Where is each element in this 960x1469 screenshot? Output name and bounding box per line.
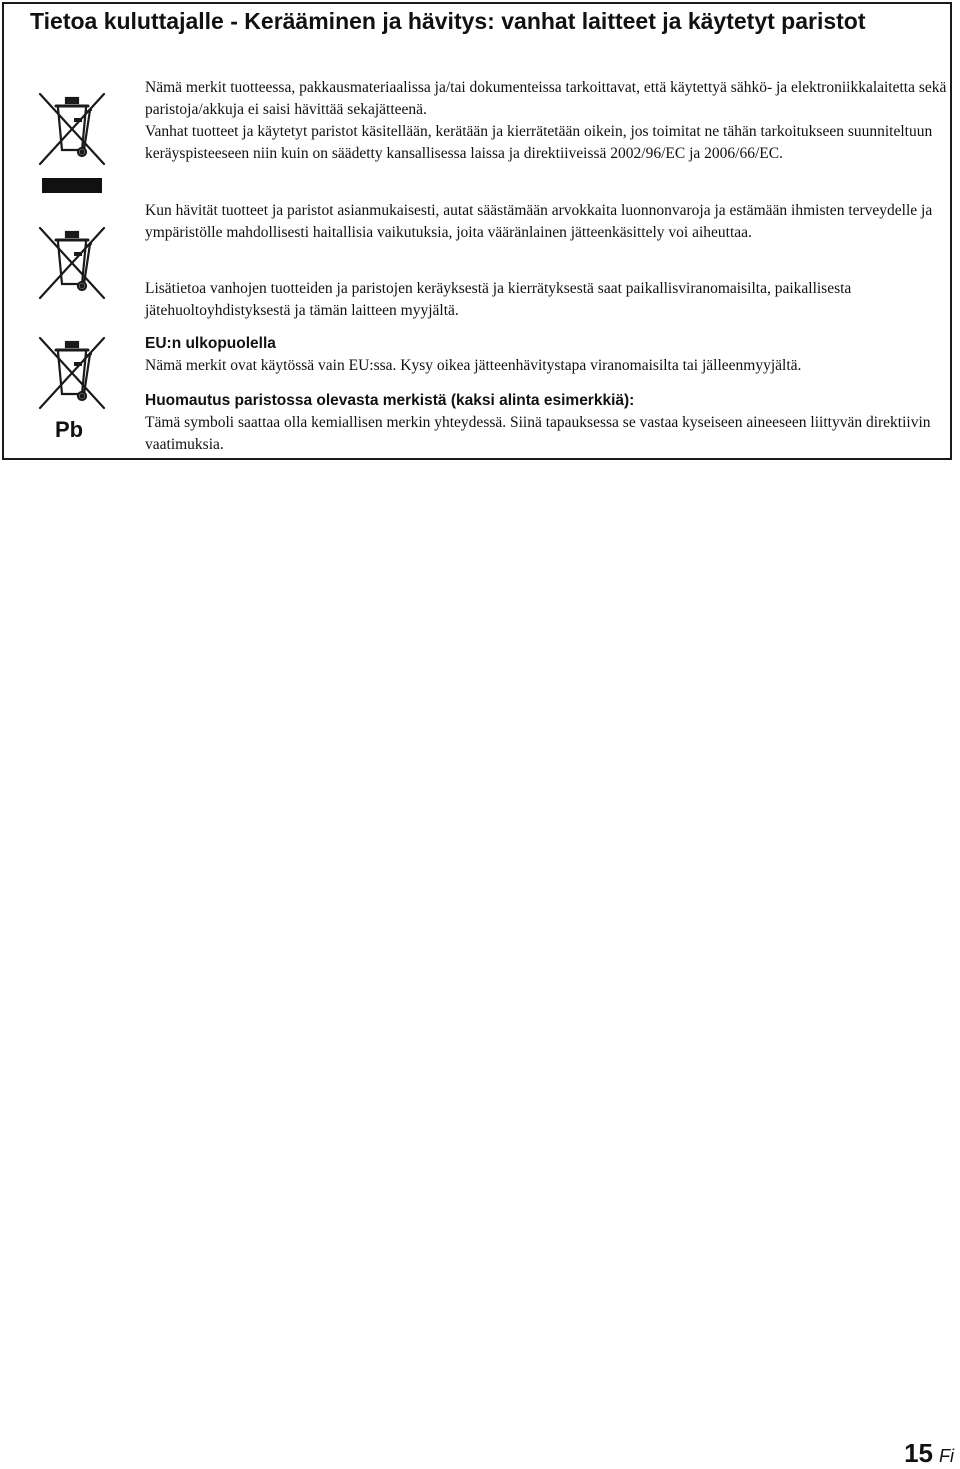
crossed-out-bin-icon — [36, 334, 108, 412]
crossed-out-bin-icon — [36, 224, 108, 302]
paragraph-3-block — [145, 200, 950, 244]
battery-heading: Huomautus paristossa olevasta merkistä (kaksi alinta esimerkkiä): — [145, 392, 635, 409]
eu-text: Nämä merkit ovat käytössä vain EU:ssa. Kysy oikea jätteenhävitystapa viranomaisilta tai jälleenmyyjältä. — [145, 357, 802, 374]
page-number: 15 — [904, 1438, 933, 1468]
paragraph-4: Lisätietoa vanhojen tuotteiden ja paristojen keräyksestä ja kierrätyksestä saat paikallisviranomaisilta, paikallisesta jätehuoltoyhdistyksestä ja tämän laitteen myyjältä. — [145, 280, 852, 319]
paragraph-3: Kun hävität tuotteet ja paristot asianmukaisesti, autat säästämään arvokkaita luonnonvaroja ja estämään ihmisten terveydelle ja ympäristölle mahdollisesti haitallisia vaikutuksia, joita vääränlainen jätteenkäsittely voi aiheuttaa. — [145, 202, 933, 241]
crossed-out-bin-icon — [36, 90, 108, 168]
solid-bar-mark — [42, 178, 102, 193]
paragraph-2: Vanhat tuotteet ja käytetyt paristot käsitellään, kerätään ja kierrätetään oikein, jos toimitat ne tähän tarkoitukseen suunniteltuun keräyspisteeseen niin kuin on säädetty kansallisessa laissa ja direktiiveissä 2002/96/EC ja 2006/66/EC. — [145, 123, 933, 162]
eu-section — [145, 333, 950, 377]
section-title: Tietoa kuluttajalle - Kerääminen ja hävitys: vanhat laitteet ja käytetyt paristot — [30, 8, 866, 34]
battery-text: Tämä symboli saattaa olla kemiallisen merkin yhteydessä. Siinä tapauksessa se vastaa kyseiseen aineeseen liittyvän direktiivin vaatimuksia. — [145, 414, 931, 453]
paragraph-4-block — [145, 278, 950, 322]
page-footer — [904, 1438, 954, 1469]
paragraph-1-block — [145, 77, 950, 165]
language-code: Fi — [939, 1446, 954, 1466]
battery-section — [145, 390, 950, 456]
eu-heading: EU:n ulkopuolella — [145, 335, 276, 352]
chemical-symbol-label: Pb — [55, 417, 84, 442]
paragraph-1: Nämä merkit tuotteessa, pakkausmateriaalissa ja/tai dokumenteissa tarkoittavat, että käytettyä sähkö- ja elektroniikkalaitetta sekä paristoja/akkuja ei saisi hävittää sekajätteenä. — [145, 79, 947, 118]
